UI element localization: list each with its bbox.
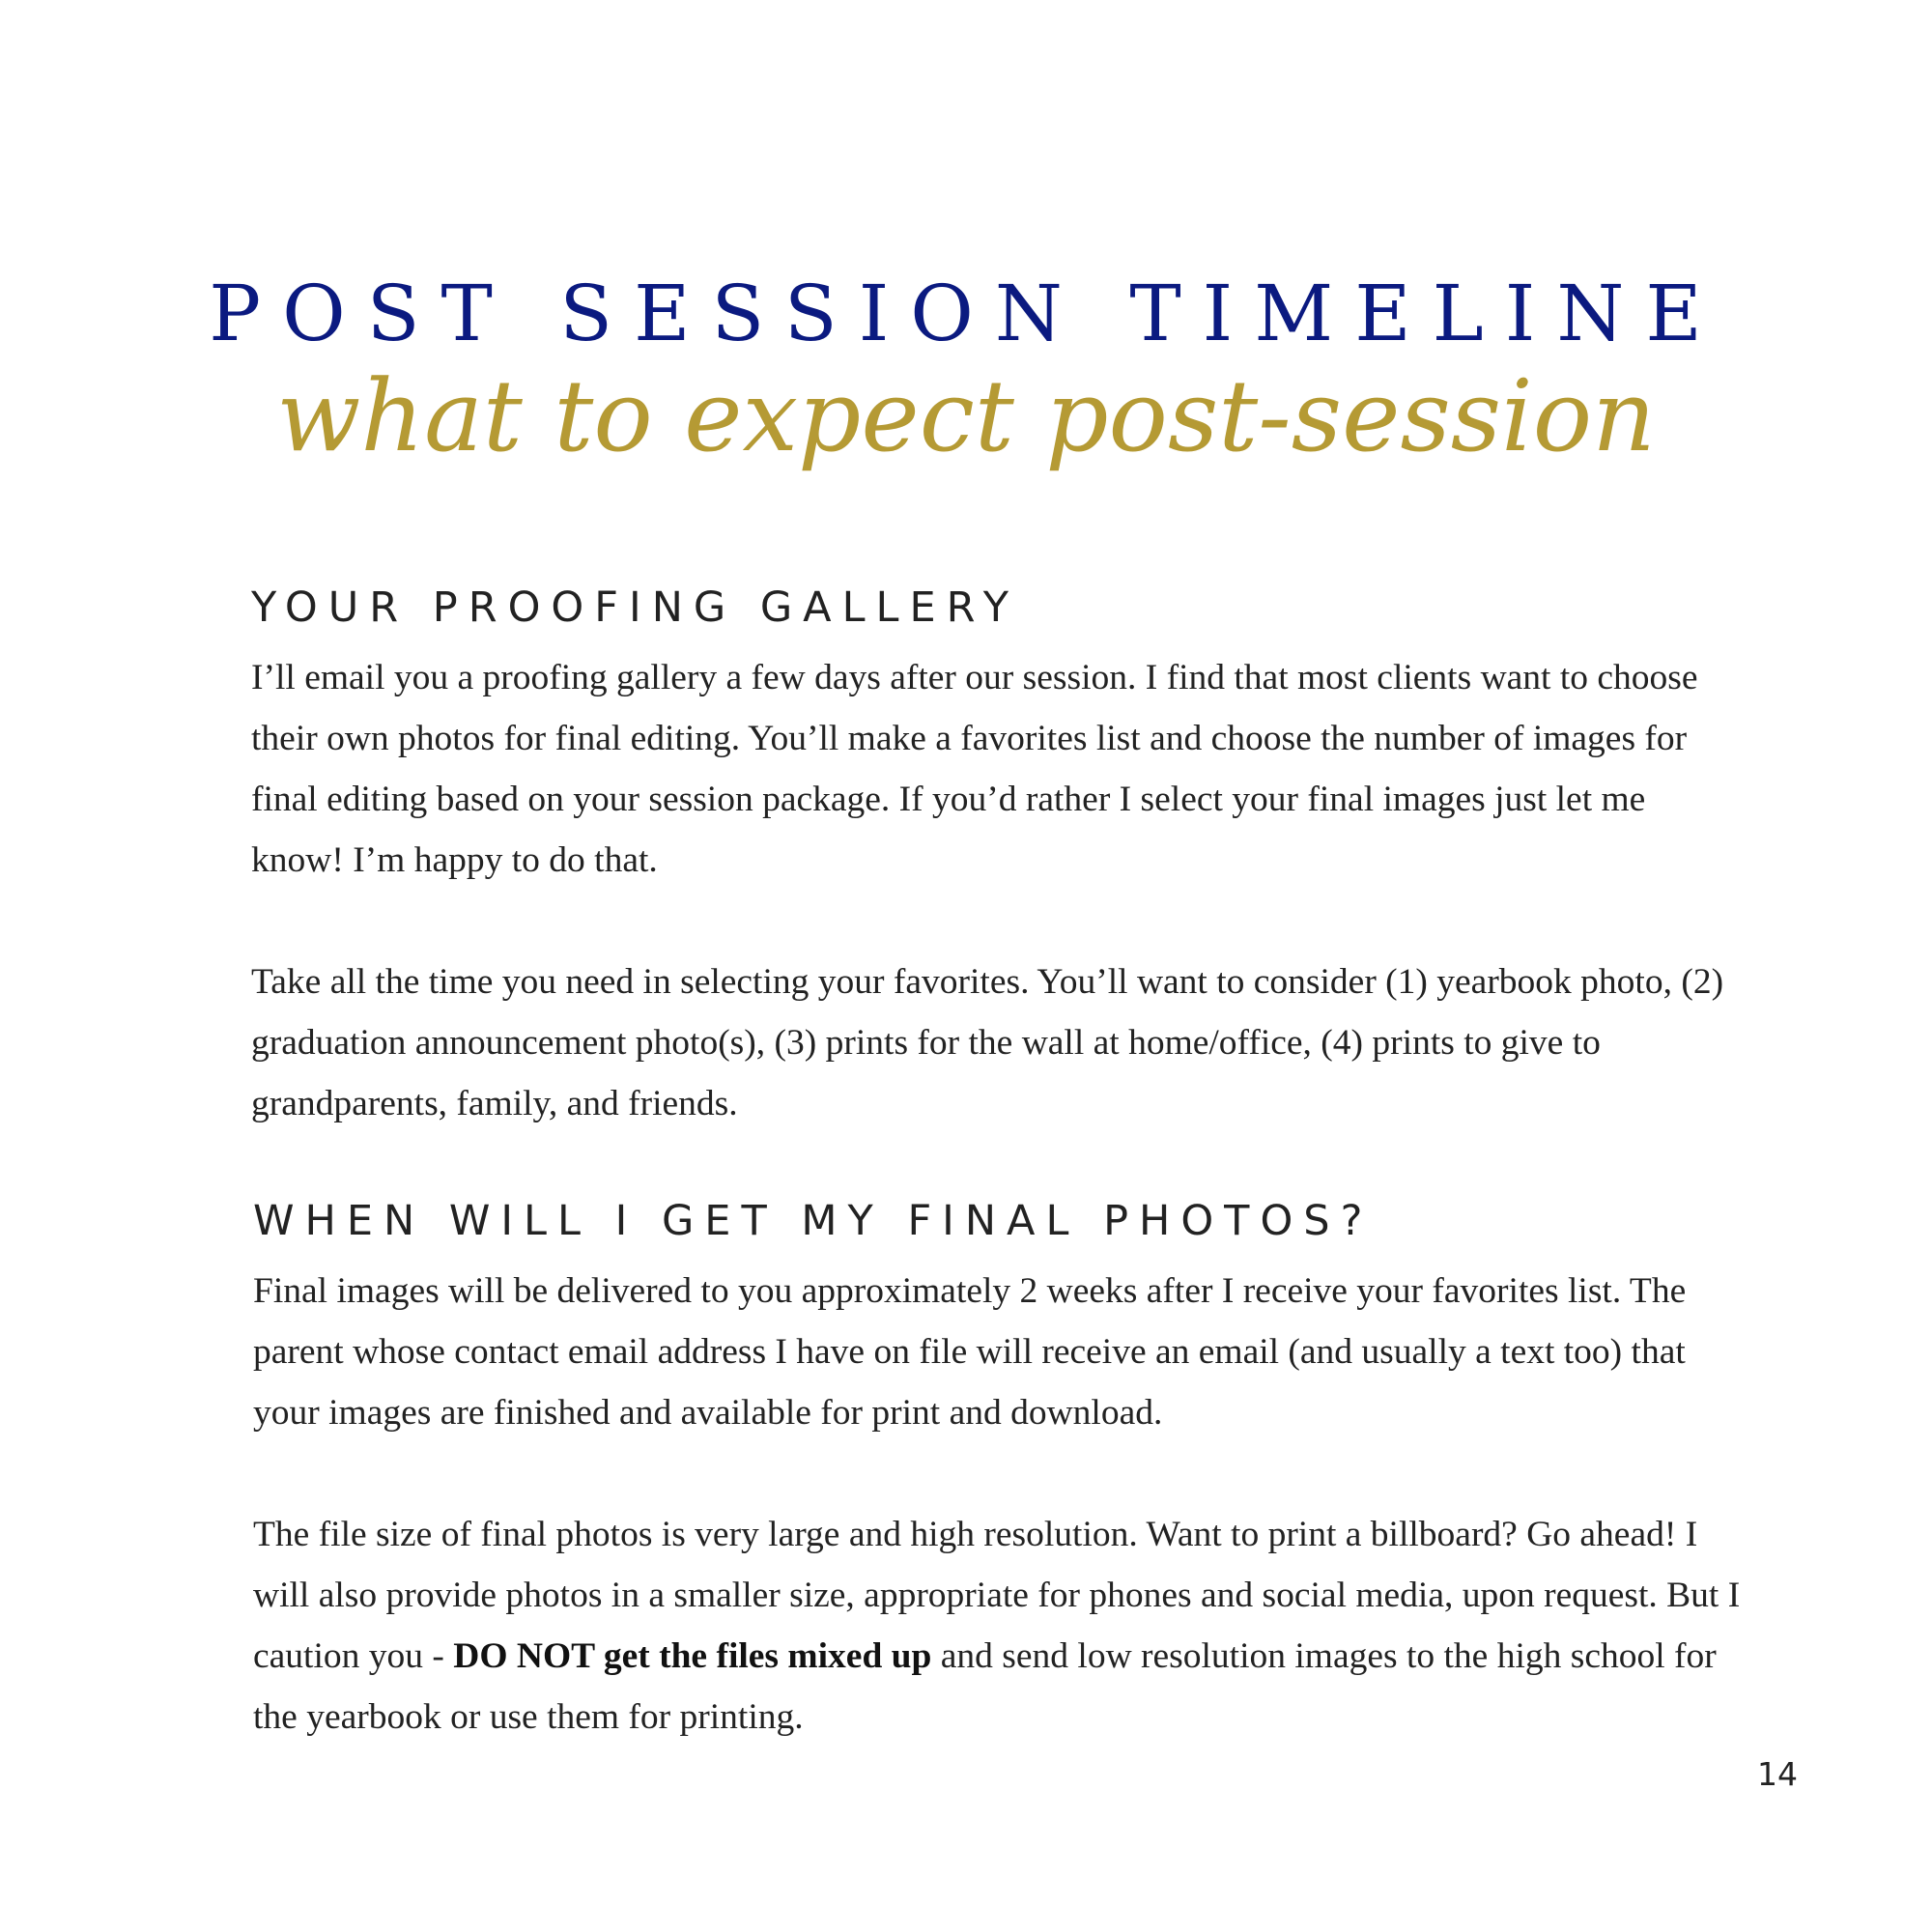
body-paragraph: I’ll email you a proofing gallery a few days after our session. I find that most clients want to choose their own photos for final editing. You’ll make a favorites list and choose the number of images for final editing based on your session package. If you’d rather I select your final images just let me know! I’m happy to do that. xyxy=(251,658,1698,880)
paragraph-text: The file size of final photos is very large and high resolution. Want to print a billboard? Go ahead! I will also provide photos in a smaller size, appropriate for phones and social media, upon request. But I caution you - xyxy=(253,1515,1741,1676)
body-paragraph: Final images will be delivered to you approximately 2 weeks after I receive your favorites list. The parent whose contact email address I have on file will receive an email (and usually a text too) that your images are finished and available for print and download. xyxy=(253,1271,1687,1433)
section-final-photos xyxy=(253,1193,1741,1747)
page-subtitle: what to expect post-session xyxy=(276,359,1656,474)
emphasis-warning: DO NOT get the files mixed up xyxy=(453,1636,932,1676)
section-proofing-gallery xyxy=(251,580,1739,1134)
body-paragraph xyxy=(253,1504,1741,1747)
section-heading: YOUR PROOFING GALLERY xyxy=(251,583,1020,632)
body-paragraph: Take all the time you need in selecting your favorites. You’ll want to consider (1) yearbook photo, (2) graduation announcement photo(s), (3) prints for the wall at home/office, (4) prints to give to grandparents, family, and friends. xyxy=(251,962,1724,1123)
page-title: POST SESSION TIMELINE xyxy=(209,269,1723,358)
page-number: 14 xyxy=(1757,1755,1798,1793)
paragraph-text: and send low resolution images to the high school for the yearbook or use them for printing. xyxy=(253,1636,1717,1737)
section-heading: WHEN WILL I GET MY FINAL PHOTOS? xyxy=(253,1197,1374,1245)
